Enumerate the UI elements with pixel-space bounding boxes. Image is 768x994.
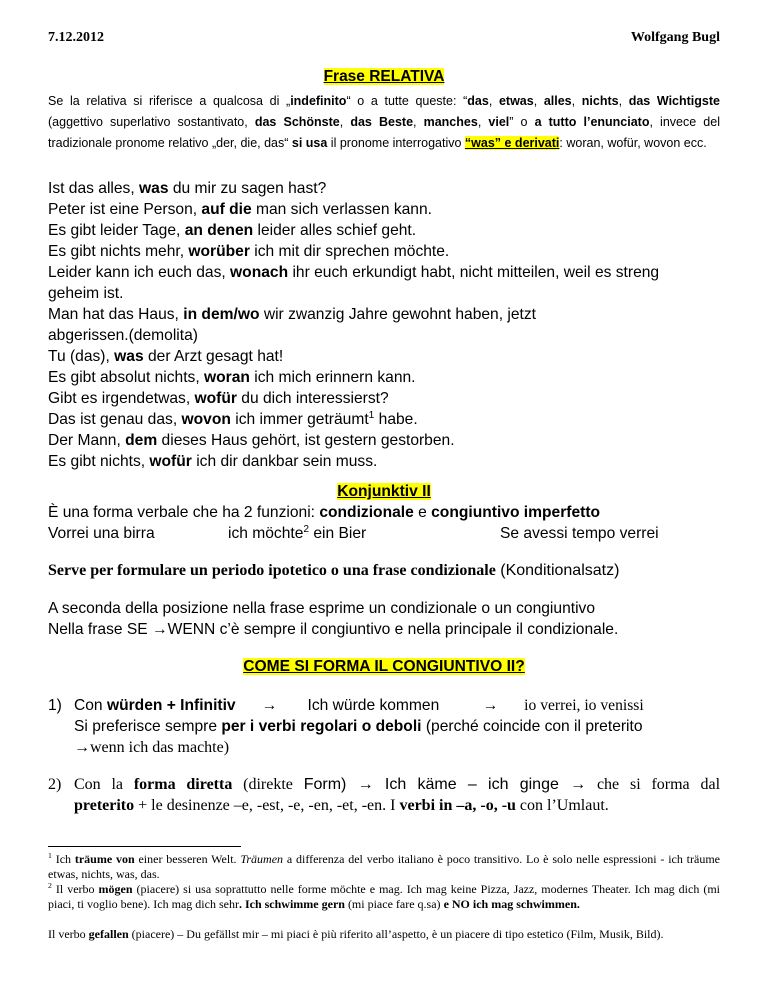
example-line [48, 325, 659, 346]
text-run: viel [488, 115, 510, 129]
text-run: ich immer geträumt [230, 411, 369, 428]
konjunktiv-line1 [48, 504, 600, 522]
text-run: das Wichtigste [628, 94, 720, 108]
text-run: einer besseren Welt. [134, 852, 241, 866]
text-run: forma diretta [133, 776, 233, 793]
text-run: ich mit dir sprechen möchte. [249, 243, 450, 260]
konjunktiv-position-2: Nella frase SE →WENN c’è sempre il congiuntivo e nella principale il condizionale. [48, 621, 619, 638]
text-run: Der Mann, [48, 432, 126, 449]
example-line [48, 409, 659, 430]
text-run: manches [423, 115, 478, 129]
text-run: (mi piace fare q.sa) [344, 896, 444, 911]
text-run: il pronome interrogativo [327, 136, 465, 150]
text-run: per i verbi regolari o deboli [221, 718, 422, 735]
konjunktiv-title: Konjunktiv II [337, 483, 431, 500]
section-come [0, 658, 768, 676]
footnote-3 [48, 927, 720, 942]
text-run: Form) → Ich käme – ich ginge → [303, 776, 587, 793]
text-run: Peter ist eine Person, [48, 201, 202, 218]
text-run: , [488, 94, 499, 108]
text-run: Es gibt absolut nichts, [48, 369, 205, 386]
text-run: habe. [374, 411, 418, 428]
text-run: ” o [509, 115, 535, 129]
text-run: auf die [201, 201, 252, 218]
section-konjunktiv [0, 483, 768, 501]
text-run: ich möchte [228, 525, 304, 542]
text-run: verbi in –a, -o, -u [399, 797, 516, 814]
text-run: “ o a tutte queste: “ [346, 94, 468, 108]
text-run: das [467, 94, 489, 108]
item1-line3: →wenn ich das machte) [74, 739, 230, 756]
text-run: was [139, 180, 169, 197]
text-run: wofür [194, 390, 237, 407]
text-run: 1 [368, 409, 375, 421]
text-run: indefinito [290, 94, 347, 108]
text-run: wonach [230, 264, 289, 281]
example-line [48, 346, 659, 367]
text-run: “was” e derivati [464, 136, 560, 150]
text-run: Con [74, 697, 107, 714]
come-title: COME SI FORMA IL CONGIUNTIVO II? [243, 658, 525, 675]
example-line [48, 220, 659, 241]
item1-number: 1) [48, 697, 62, 714]
text-run: congiuntivo imperfetto [431, 504, 601, 521]
item1-line2 [74, 718, 643, 736]
item2-line2 [74, 797, 609, 815]
text-run: e [413, 504, 432, 521]
example-line [48, 451, 659, 472]
text-run: wir zwanzig Jahre gewohnt haben, jetzt [259, 306, 536, 323]
text-run: 2 [303, 523, 310, 535]
text-run: . Ich schwimme gern [238, 896, 345, 911]
footnote-1 [48, 852, 720, 881]
text-run: a tutto l’enunciato [534, 115, 650, 129]
relativa-title: Frase RELATIVA [323, 68, 445, 85]
konjunktiv-example-c: Se avessi tempo verrei [500, 525, 659, 542]
text-run: Träumen [240, 852, 284, 866]
text-run: woran [204, 369, 250, 386]
text-run: → Ich würde kommen → [235, 697, 525, 714]
text-run: , [339, 115, 351, 129]
text-run: + le desinenze –e, -est, -e, -en, -et, -en. I [134, 797, 400, 814]
text-run: Si preferisce sempre [74, 718, 222, 735]
footnote-divider [48, 846, 241, 847]
text-run: das Beste [350, 115, 414, 129]
example-line [48, 283, 659, 304]
text-run: wofür [149, 453, 192, 470]
text-run: träume von [74, 852, 135, 866]
relativa-examples [48, 178, 659, 472]
text-run: Es gibt nichts, [48, 453, 150, 470]
text-run: wovon [181, 411, 231, 428]
text-run: würden + Infinitiv [106, 697, 236, 714]
text-run: Es gibt leider Tage, [48, 222, 185, 239]
text-run: condizionale [319, 504, 414, 521]
text-run: con l’Umlaut. [515, 797, 609, 814]
text-run: (direkte [232, 776, 304, 793]
text-run: Das ist genau das, [48, 411, 182, 428]
relativa-intro [48, 91, 720, 154]
text-run: Se la relativa si riferisce a qualcosa di „ [48, 94, 291, 108]
example-line [48, 178, 659, 199]
text-run: der Arzt gesagt hat! [143, 348, 284, 365]
text-run: Tu (das), [48, 348, 115, 365]
text-run: si usa [291, 136, 328, 150]
item2-line1 [74, 776, 720, 794]
text-run: an denen [184, 222, 254, 239]
text-run: worüber [188, 243, 250, 260]
text-run: ich dir dankbar sein muss. [191, 453, 378, 470]
text-run: dieses Haus gehört, ist gestern gestorben. [157, 432, 455, 449]
footnote-2 [48, 882, 720, 911]
text-run: Il verbo [48, 927, 89, 941]
text-run: e NO ich mag schwimmen. [443, 896, 580, 911]
text-run: Il verbo [51, 882, 99, 896]
text-run: ein Bier [309, 525, 367, 542]
text-run: , [618, 94, 629, 108]
text-run: È una forma verbale che ha 2 funzioni: [48, 504, 320, 521]
example-line [48, 430, 659, 451]
text-run: du mir zu sagen hast? [168, 180, 327, 197]
text-run: geheim ist. [48, 285, 124, 302]
text-run: , [533, 94, 544, 108]
text-run: ich mich erinnern kann. [249, 369, 416, 386]
text-run: Con la [74, 776, 134, 793]
item2-number: 2) [48, 776, 62, 793]
konjunktiv-serve [48, 562, 619, 580]
text-run: mögen [98, 882, 133, 896]
text-run: abgerissen.(demolita) [48, 327, 198, 344]
header-author: Wolfgang Bugl [630, 30, 720, 45]
example-line [48, 241, 659, 262]
text-run: alles [543, 94, 572, 108]
item1-line1 [74, 697, 644, 715]
text-run: etwas [498, 94, 534, 108]
text-run: Ist das alles, [48, 180, 140, 197]
text-run: (piacere) si usa soprattutto nelle forme möchte e mag. Ich mag keine Pizza, Jazz, modernes Theater. Ich mag dich (mi piaci, ti voglio bene). Ich mag dich sehr [48, 882, 720, 911]
text-run: , invece del tradizionale pronome relativo „der, die, das“ [48, 115, 720, 150]
example-line [48, 199, 659, 220]
text-run: (aggettivo superlativo sostantivato, [48, 115, 255, 129]
text-run: du dich interessierst? [236, 390, 389, 407]
text-run: (Konditionalsatz) [495, 562, 620, 579]
text-run: in dem/wo [183, 306, 260, 323]
section-relativa [0, 68, 768, 86]
text-run: das Schönste [254, 115, 340, 129]
text-run: dem [125, 432, 158, 449]
text-run: , [477, 115, 489, 129]
text-run: Serve per formulare un periodo ipotetico o una frase condizionale [48, 562, 496, 579]
example-line [48, 367, 659, 388]
text-run: che si forma dal [586, 776, 721, 793]
header-date: 7.12.2012 [48, 30, 104, 45]
text-run: 2 [48, 881, 52, 890]
example-line [48, 304, 659, 325]
text-run: (perché coincide con il preterito [421, 718, 643, 735]
text-run: Gibt es irgendetwas, [48, 390, 195, 407]
text-run: , [571, 94, 582, 108]
konjunktiv-example-a: Vorrei una birra [48, 525, 155, 542]
text-run: Leider kann ich euch das, [48, 264, 231, 281]
text-run: gefallen [88, 927, 129, 941]
text-run: Man hat das Haus, [48, 306, 184, 323]
example-line [48, 262, 659, 283]
text-run: a differenza del verbo italiano è poco transitivo. Lo è solo nelle espressioni - ich träume etwas, nichts, was, das. [48, 852, 720, 881]
example-line [48, 388, 659, 409]
text-run: was [114, 348, 144, 365]
text-run: (piacere) – Du gefällst mir – mi piaci è più riferito all’aspetto, è un piacere di tipo estetico (Film, Musik, Bild). [128, 927, 664, 941]
text-run: man sich verlassen kann. [251, 201, 432, 218]
text-run: ihr euch erkundigt habt, nicht mitteilen, weil es streng [288, 264, 660, 281]
text-run: nichts [581, 94, 619, 108]
konjunktiv-position-1: A seconda della posizione nella frase esprime un condizionale o un congiuntivo [48, 600, 596, 617]
text-run: , [413, 115, 424, 129]
text-run: preterito [74, 797, 135, 814]
text-run: io verrei, io venissi [524, 697, 644, 714]
konjunktiv-example-b [228, 525, 366, 543]
text-run: 1 [48, 851, 52, 860]
text-run: leider alles schief geht. [253, 222, 417, 239]
text-run: Ich [51, 852, 75, 866]
text-run: : woran, wofür, wovon ecc. [559, 136, 707, 150]
text-run: Es gibt nichts mehr, [48, 243, 189, 260]
